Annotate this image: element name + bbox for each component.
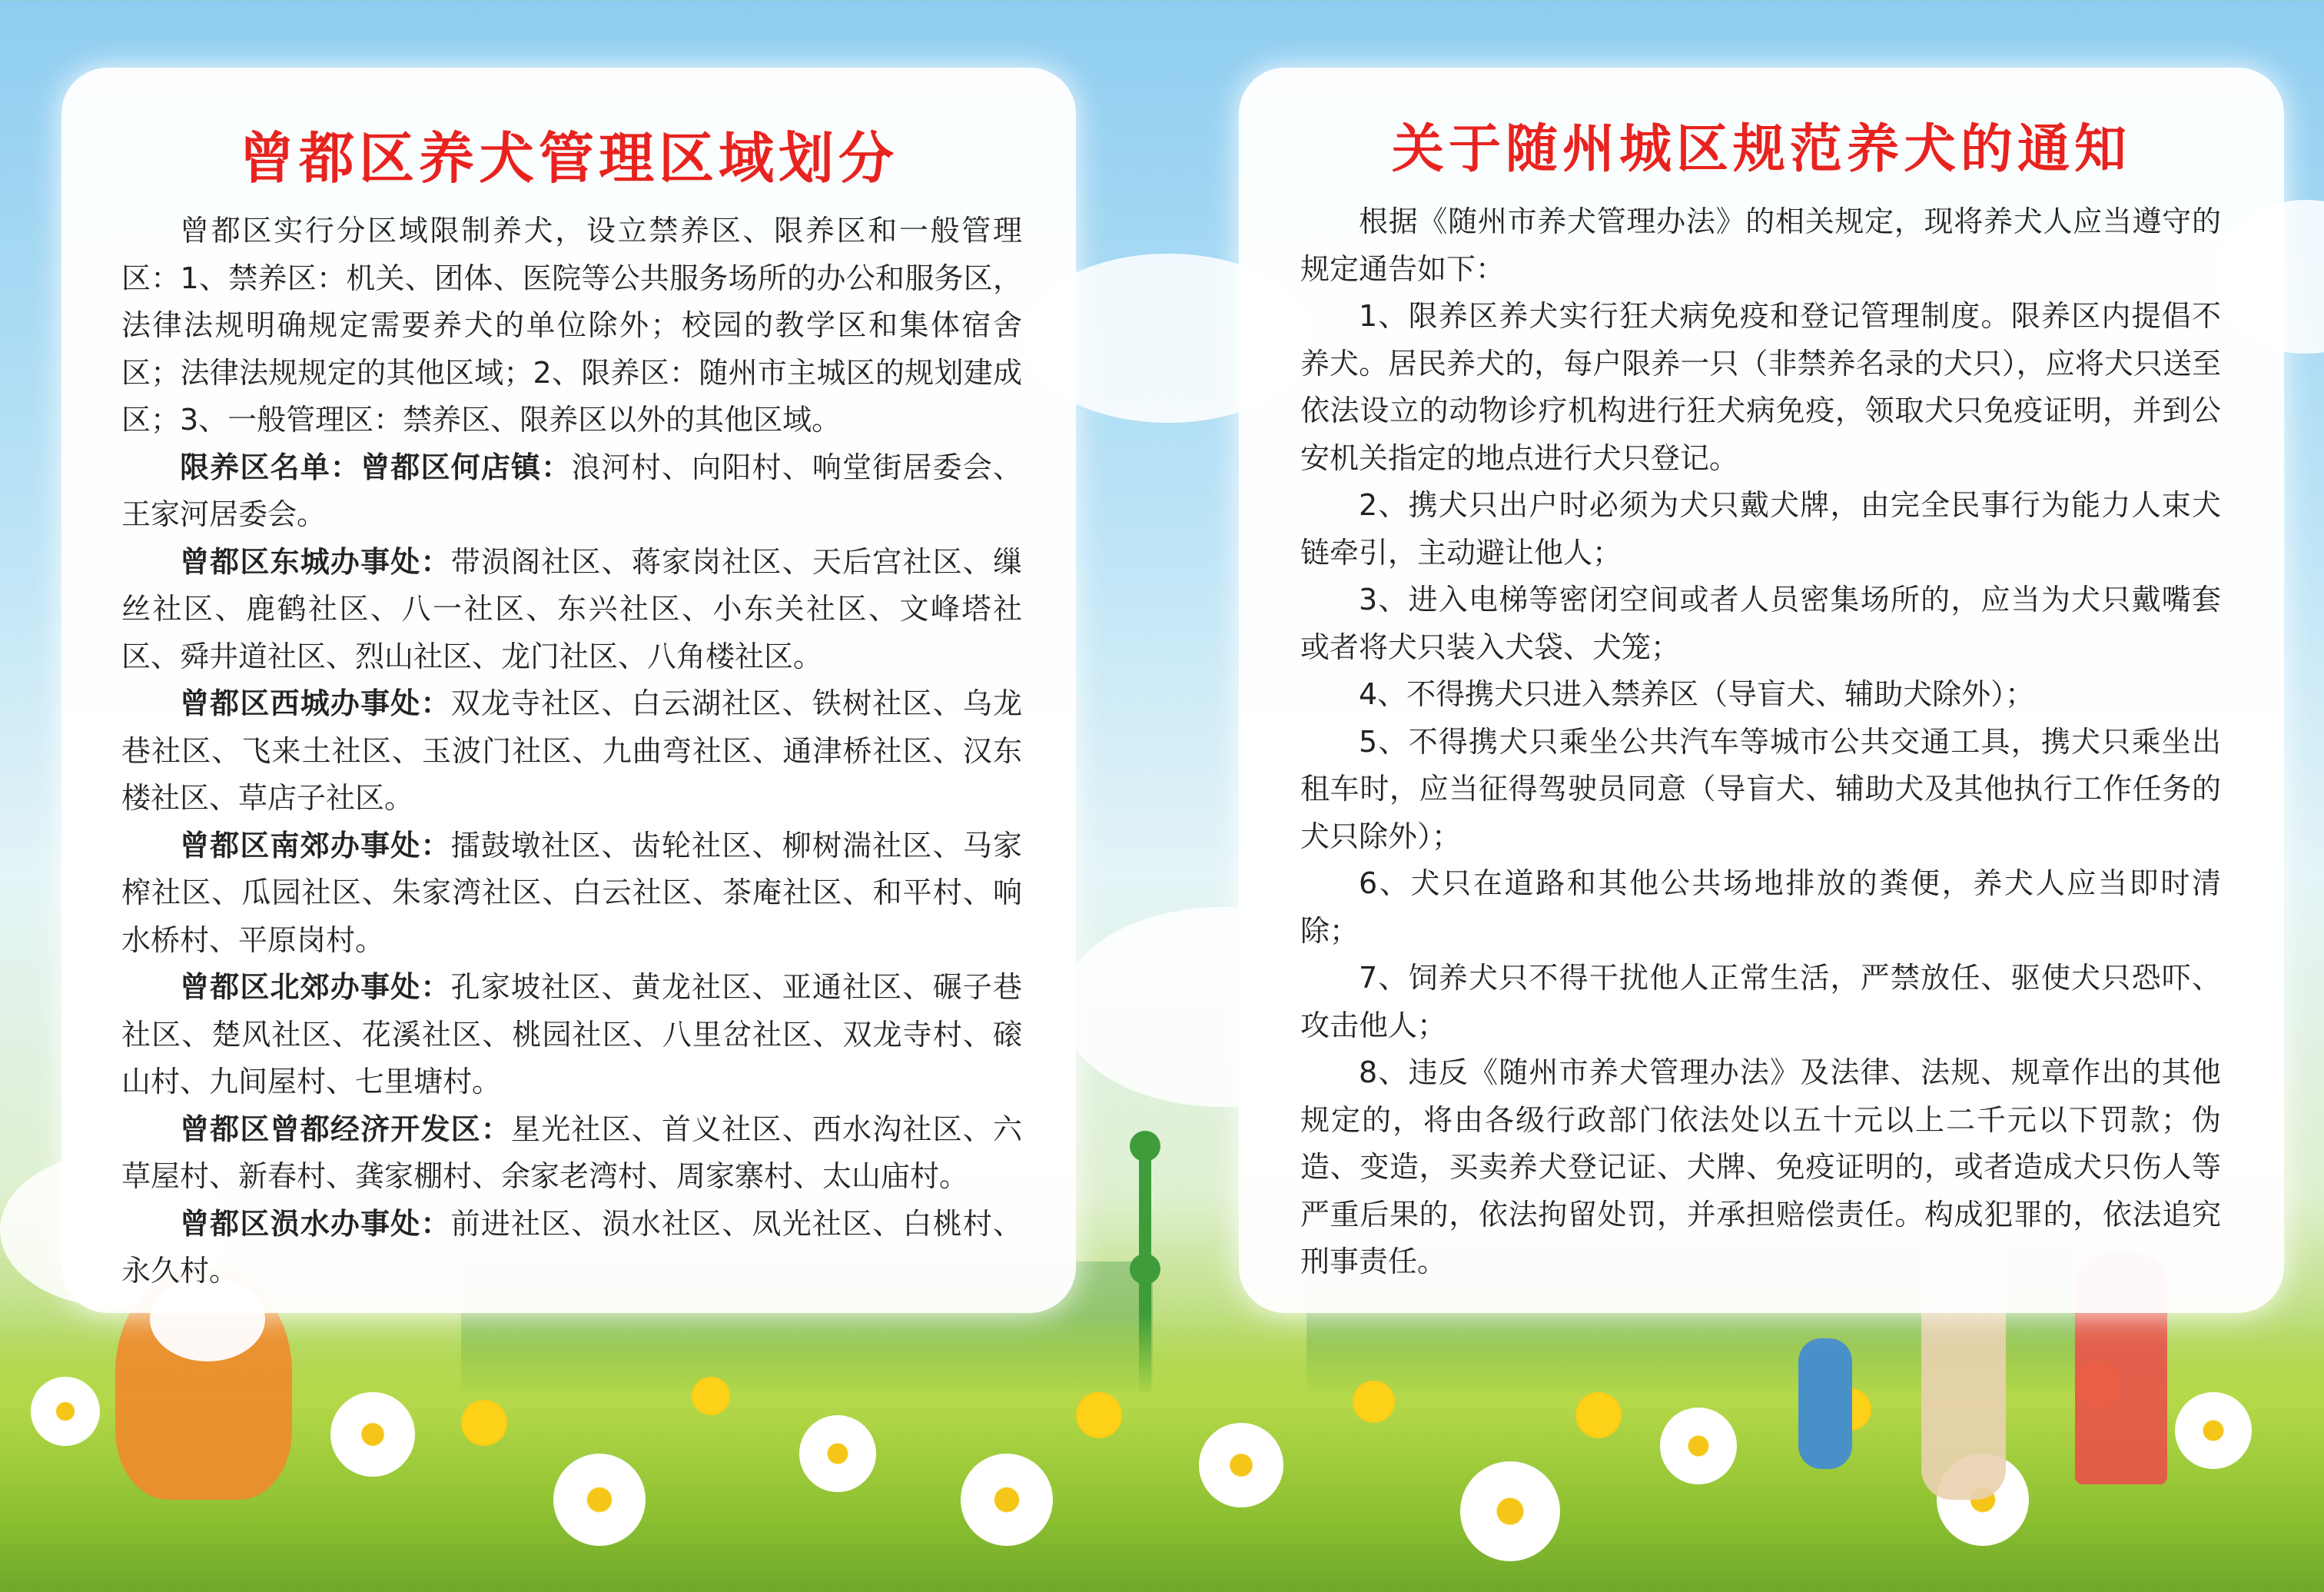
tv-tower-sphere: [1130, 1131, 1160, 1162]
notice-paragraph: 1、限养区养犬实行狂犬病免疫和登记管理制度。限养区内提倡不养犬。居民养犬的，每户限养一只（非禁养名录的犬只），应将犬只送至依法设立的动物诊疗机构进行狂犬病免疫，领取犬只免疫证明，并到公安机关指定的地点进行犬只登记。: [1300, 299, 2221, 475]
zoning-title: 曾都区养犬管理区域划分: [238, 126, 898, 191]
daisy-flower: [553, 1454, 646, 1546]
notice-paragraph: 8、违反《随州市养犬管理办法》及法律、法规、规章作出的其他规定的，将由各级行政部门依法处以五十元以上二千元以下罚款；伪造、变造，买卖养犬登记证、犬牌、免疫证明的，或者造成犬只伤人等严重后果的，依法拘留处罚，并承担赔偿责任。构成犯罪的，依法追究刑事责任。: [1300, 1055, 2221, 1278]
daisy-flower: [31, 1377, 100, 1446]
daisy-flower: [2175, 1392, 2252, 1469]
zoning-panel: [61, 68, 1076, 1313]
daisy-flower: [1199, 1423, 1283, 1507]
notice-paragraph: 4、不得携犬只进入禁养区（导盲犬、辅助犬除外）；: [1359, 677, 2035, 711]
notice-body: [1300, 198, 2221, 1286]
zoning-lead: 曾都区曾都经济开发区：: [180, 1112, 512, 1146]
daisy-flower: [330, 1392, 415, 1477]
dandelion-flower: [1575, 1392, 1622, 1438]
zoning-paragraph: 曾都区涢水办事处：前进社区、涢水社区、凤光社区、白桃村、永久村。: [121, 1206, 1022, 1288]
dandelion-flower: [1076, 1392, 1122, 1438]
zoning-lead: 曾都区南郊办事处：: [180, 828, 451, 862]
zoning-paragraph: 曾都区实行分区域限制养犬，设立禁养区、限养区和一般管理区：1、禁养区：机关、团体、医院等公共服务场所的办公和服务区，法律法规明确规定需要养犬的单位除外；校园的教学区和集体宿舍区；法律法规规定的其他区域；2、限养区：随州市主城区的规划建成区；3、一般管理区：禁养区、限养区以外的其他区域。: [121, 214, 1022, 437]
notice-paragraph: 5、不得携犬只乘坐公共汽车等城市公共交通工具，携犬只乘坐出租车时，应当征得驾驶员同意（导盲犬、辅助犬及其他执行工作任务的犬只除外）；: [1300, 724, 2221, 853]
zoning-lead: 曾都区北郊办事处：: [180, 970, 451, 1004]
notice-paragraph: 6、犬只在道路和其他公共场地排放的粪便，养犬人应当即时清除；: [1300, 866, 2221, 948]
zoning-lead: 曾都区东城办事处：: [180, 544, 451, 579]
zoning-lead: 曾都区涢水办事处：: [180, 1206, 451, 1241]
zoning-paragraph: 曾都区曾都经济开发区：星光社区、首义社区、西水沟社区、六草屋村、新春村、龚家棚村、余家老湾村、周家寨村、太山庙村。: [121, 1112, 1022, 1193]
zoning-lead: 曾都区西城办事处：: [180, 686, 451, 720]
tv-tower-sphere: [1130, 1254, 1160, 1285]
notice-panel: [1239, 68, 2284, 1313]
daisy-flower: [1460, 1461, 1560, 1561]
dandelion-flower: [692, 1377, 730, 1415]
notice-paragraph: 7、饲养犬只不得干扰他人正常生活，严禁放任、驱使犬只恐吓、攻击他人；: [1300, 961, 2221, 1042]
dandelion-flower: [1353, 1381, 1395, 1423]
daisy-flower: [799, 1415, 876, 1492]
daisy-flower: [1660, 1408, 1737, 1484]
child-illustration: [1798, 1338, 1852, 1469]
notice-title: 关于随州城区规范养犬的通知: [1391, 119, 2131, 180]
zoning-paragraph: 曾都区北郊办事处：孔家坡社区、黄龙社区、亚通社区、碾子巷社区、楚风社区、花溪社区、桃园社区、八里岔社区、双龙寺村、磙山村、九间屋村、七里塘村。: [121, 970, 1022, 1098]
notice-paragraph: 3、进入电梯等密闭空间或者人员密集场所的，应当为犬只戴嘴套或者将犬只装入犬袋、犬笼；: [1300, 583, 2221, 664]
daisy-flower: [961, 1454, 1053, 1546]
zoning-paragraph: 限养区名单：曾都区何店镇：浪河村、向阳村、响堂街居委会、王家河居委会。: [121, 450, 1022, 531]
zoning-paragraph: 曾都区南郊办事处：擂鼓墩社区、齿轮社区、柳树湍社区、马家榨社区、瓜园社区、朱家湾社区、白云社区、茶庵社区、和平村、响水桥村、平原岗村。: [121, 828, 1022, 957]
notice-paragraph: 2、携犬只出户时必须为犬只戴犬牌，由完全民事行为能力人束犬链牵引，主动避让他人；: [1300, 488, 2221, 570]
dandelion-flower: [461, 1400, 507, 1446]
zoning-lead: 限养区名单：曾都区何店镇：: [180, 450, 572, 484]
zoning-body: [121, 208, 1022, 1295]
notice-paragraph: 根据《随州市养犬管理办法》的相关规定，现将养犬人应当遵守的规定通告如下：: [1300, 204, 2221, 286]
zoning-paragraph: 曾都区西城办事处：双龙寺社区、白云湖社区、铁树社区、乌龙巷社区、飞来土社区、玉波门社区、九曲弯社区、通津桥社区、汉东楼社区、草店子社区。: [121, 686, 1022, 815]
zoning-paragraph: 曾都区东城办事处：带涢阁社区、蒋家岗社区、天后宫社区、缫丝社区、鹿鹤社区、八一社区、东兴社区、小东关社区、文峰塔社区、舜井道社区、烈山社区、龙门社区、八角楼社区。: [121, 544, 1022, 673]
